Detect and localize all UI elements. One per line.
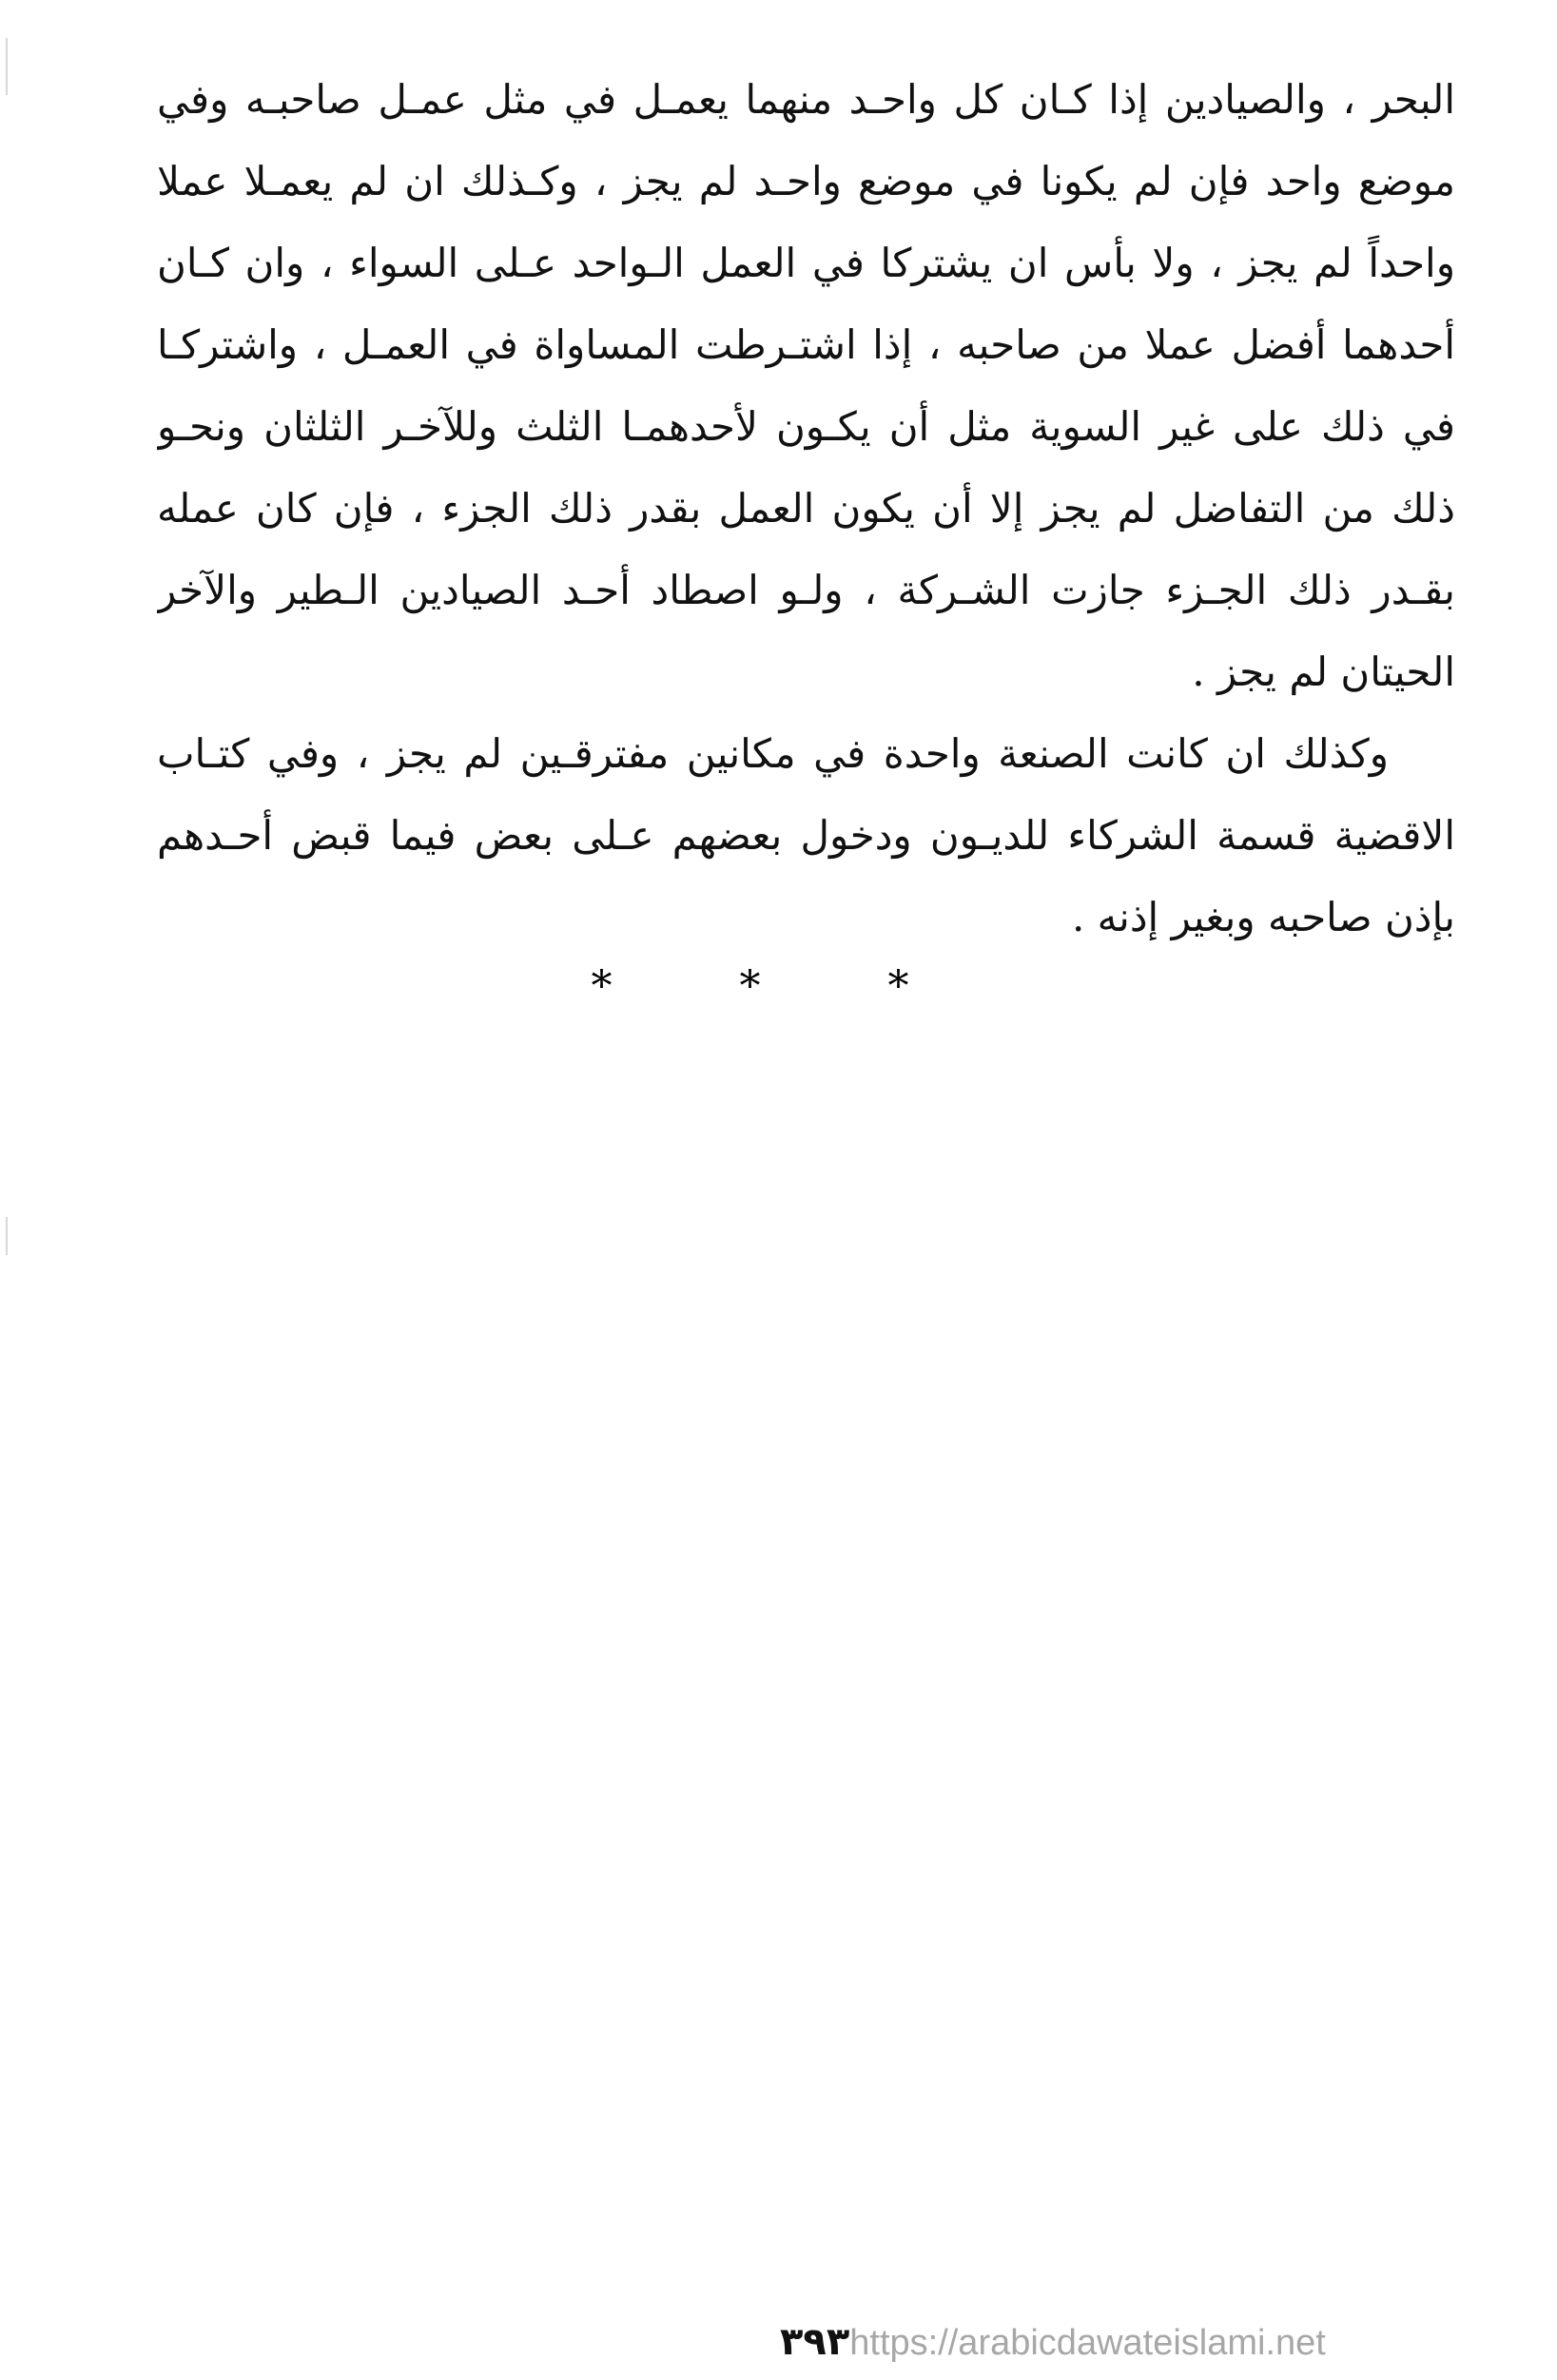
text-line: واحداً لم يجز ، ولا بأس ان يشتركا في العمل الـواحد عـلى السواء ، وان كـان <box>157 240 1455 286</box>
text-line: الحيتان لم يجز . <box>1192 648 1455 695</box>
scan-edge-mark <box>6 1217 8 1255</box>
page-number: ٣٩٣ <box>780 2320 850 2364</box>
text-line: ذلك من التفاضل لم يجز إلا أن يكون العمل بقدر ذلك الجزء ، فإن كان عمله <box>157 485 1455 532</box>
watermark-url: https://arabicdawateislami.net <box>849 2323 1326 2363</box>
section-separator: * * * <box>591 962 966 1011</box>
text-line: موضع واحد فإن لم يكونا في موضع واحـد لم يجز ، وكـذلك ان لم يعمـلا عملا <box>157 158 1455 204</box>
paragraph-1 <box>157 59 1455 713</box>
text-line: أحدهما أفضل عملا من صاحبه ، إذا اشتـرطت المساواة في العمـل ، واشتركـا <box>157 321 1455 368</box>
text-line: بإذن صاحبه وبغير إذنه . <box>1071 894 1455 940</box>
page-footer <box>780 2320 1326 2364</box>
paragraph-2 <box>157 713 1455 958</box>
text-line: وكذلك ان كانت الصنعة واحدة في مكانين مفترقـين لم يجز ، وفي كتـاب <box>157 730 1389 777</box>
scan-edge-mark <box>6 38 8 95</box>
text-line: بقـدر ذلك الجـزء جازت الشـركة ، ولـو اصطاد أحـد الصيادين الـطير والآخر <box>157 567 1455 613</box>
text-line: البحر ، والصيادين إذا كـان كل واحـد منهما يعمـل في مثل عمـل صاحبـه وفي <box>157 76 1455 123</box>
text-line: الاقضية قسمة الشركاء للديـون ودخول بعضهم عـلى بعض فيما قبض أحـدهم <box>157 812 1455 859</box>
text-line: في ذلك على غير السوية مثل أن يكـون لأحدهمـا الثلث وللآخـر الثلثان ونحـو <box>157 403 1455 450</box>
